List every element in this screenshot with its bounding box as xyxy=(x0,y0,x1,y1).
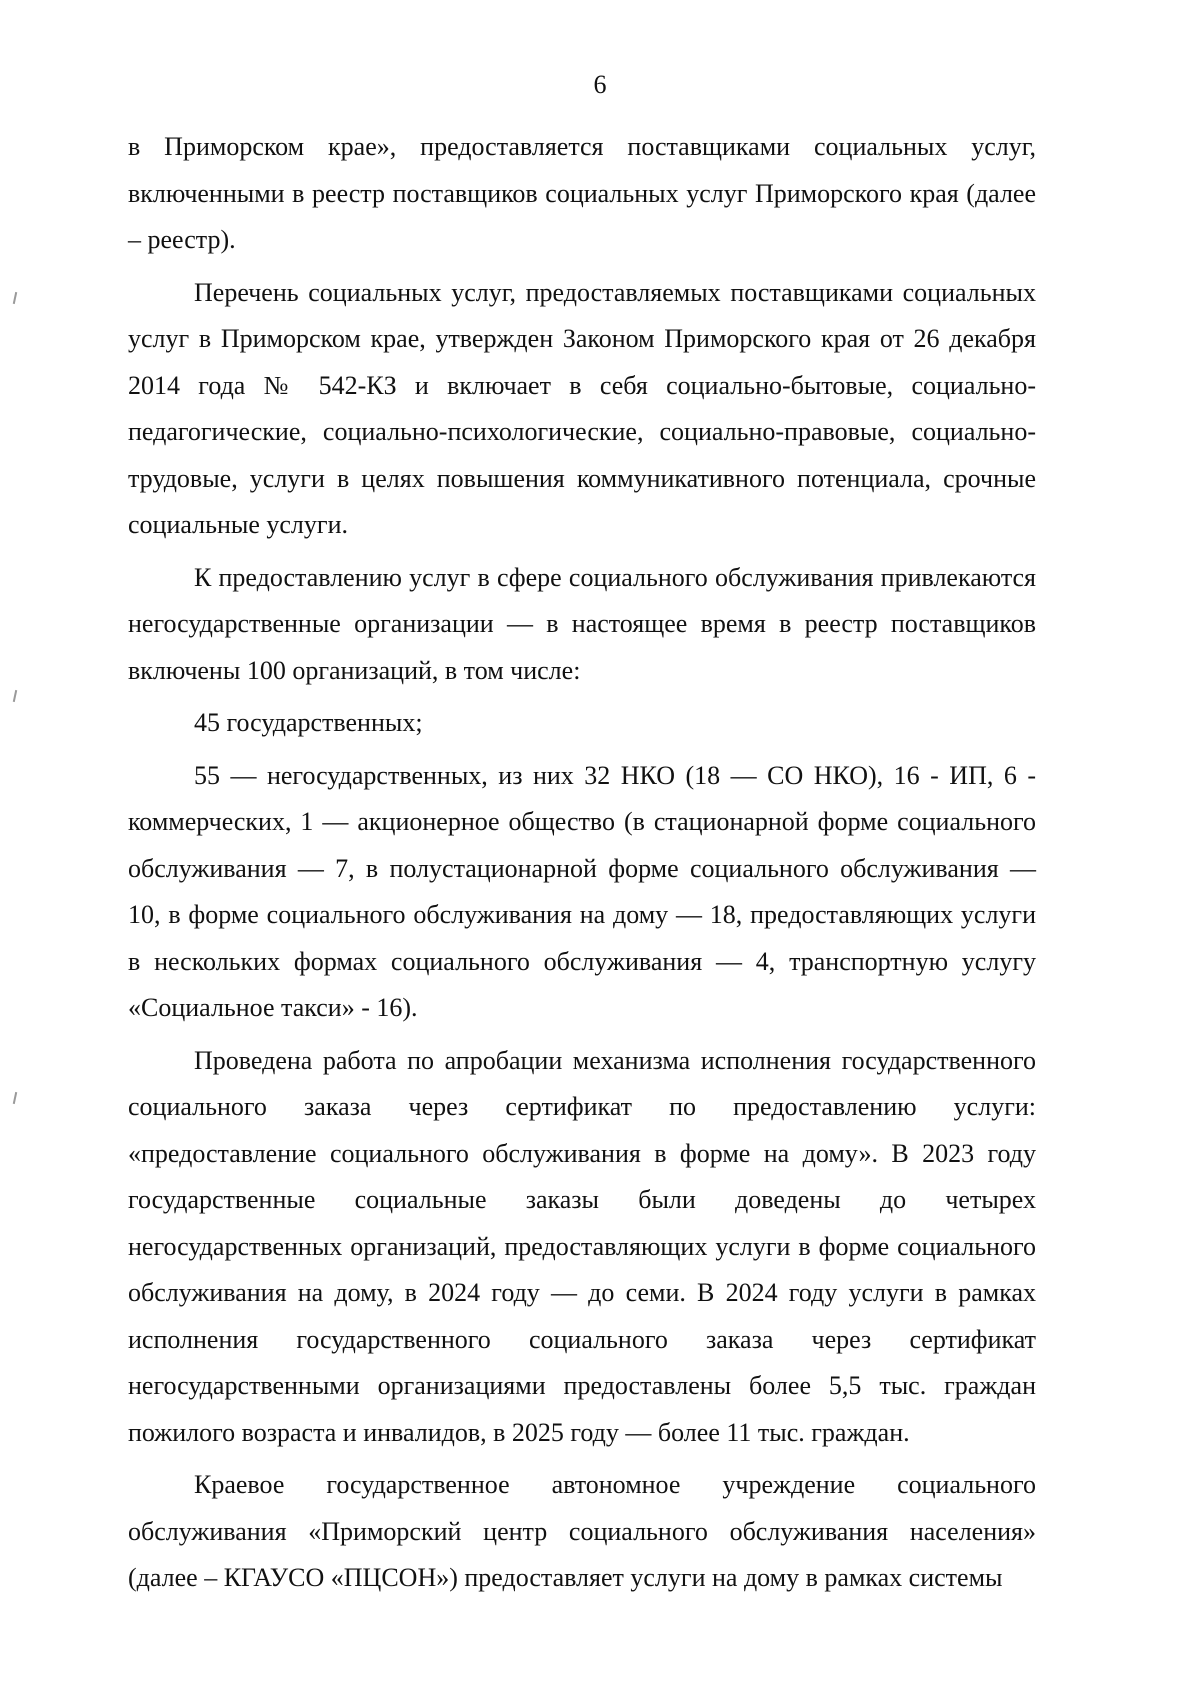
paragraph-7: Краевое государственное автономное учреждение социального обслуживания «Приморский центр социального обслуживания населения» (далее – КГАУСО «ПЦСОН») предоставляет услуги на дому в рамках системы xyxy=(128,1470,1036,1592)
margin-scan-mark xyxy=(13,1092,17,1104)
paragraph-6: Проведена работа по апробации механизма исполнения государственного социального заказа через сертификат по предоставлению услуги: «предоставление социального обслуживания в форме на дому». В 2023 году государственные социальные заказы были доведены до четырех негосударственных организаций, предоставляющих услуги в форме социального обслуживания на дому, в 2024 году — до семи. В 2024 году услуги в рамках исполнения государственного социального заказа через сертификат негосударственными организациями предоставлены более 5,5 тыс. граждан пожилого возраста и инвалидов, в 2025 году — более 11 тыс. граждан. xyxy=(128,1045,1036,1447)
paragraph-3: К предоставлению услуг в сфере социального обслуживания привлекаются негосударственные организации — в настоящее время в реестр поставщиков включены 100 организаций, в том числе: xyxy=(128,562,1036,685)
page-number: 6 xyxy=(593,70,607,99)
paragraph-1: в Приморском крае», предоставляется поставщиками социальных услуг, включенными в реестр поставщиков социальных услуг Приморского края (далее – реестр). xyxy=(128,132,1036,254)
margin-scan-mark xyxy=(13,690,17,702)
paragraph-5: 55 — негосударственных, из них 32 НКО (18 — СО НКО), 16 - ИП, 6 - коммерческих, 1 — акционерное общество (в стационарной форме социального обслуживания — 7, в полустационарной форме социального обслуживания — 10, в форме социального обслуживания на дому — 18, предоставляющих услуги в нескольких формах социального обслуживания — 4, транспортную услугу «Социальное такси» - 16). xyxy=(128,760,1036,1022)
document-body xyxy=(128,124,1036,1608)
paragraph-2: Перечень социальных услуг, предоставляемых поставщиками социальных услуг в Приморском крае, утвержден Законом Приморского края от 26 декабря 2014 года № 542-КЗ и включает в себя социально-бытовые, социально-педагогические, социально-психологические, социально-правовые, социально-трудовые, услуги в целях повышения коммуникативного потенциала, срочные социальные услуги. xyxy=(128,277,1036,539)
margin-scan-mark xyxy=(13,292,17,304)
paragraph-4: 45 государственных; xyxy=(194,708,423,737)
